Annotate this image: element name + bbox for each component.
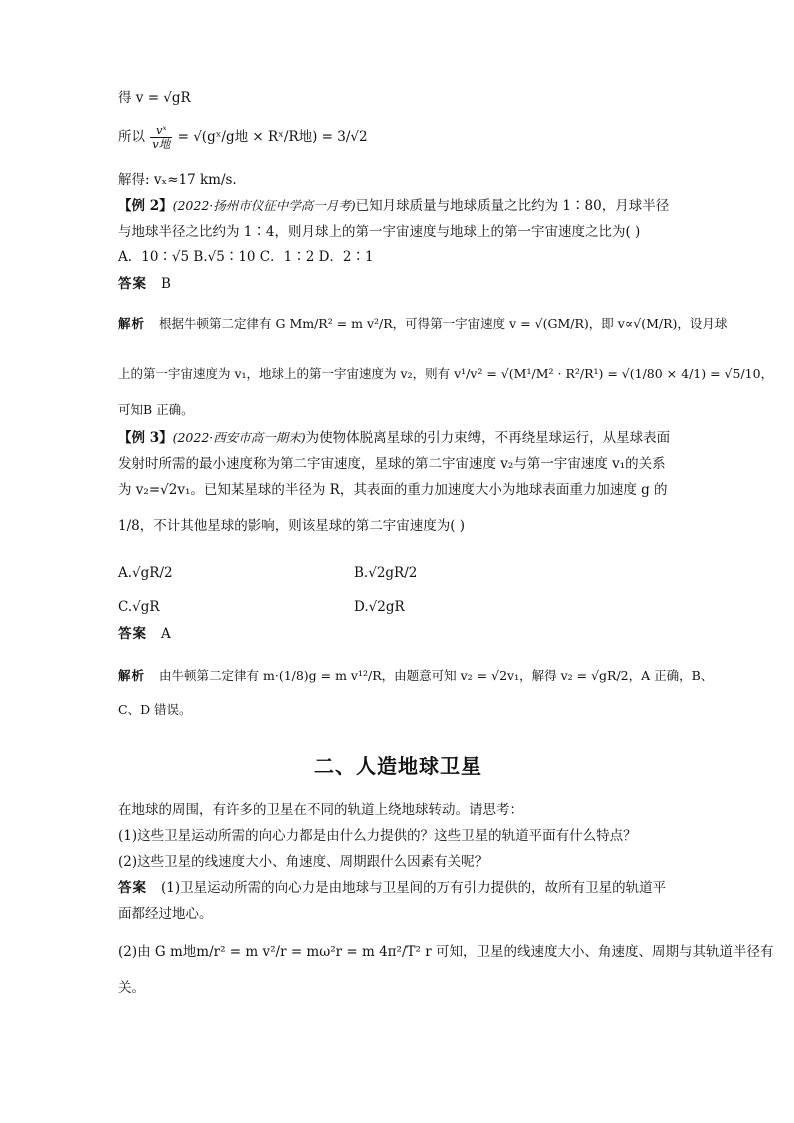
example3-analysis-line-2: C、D 错误。 bbox=[118, 702, 192, 717]
section-answer-2-cont: 关。 bbox=[118, 980, 145, 996]
example2-analysis-line-2: 上的第一宇宙速度为 v₁，地球上的第一宇宙速度为 v₂，则有 v¹/v² = √(M¹/M² · R²/R¹) = √(1/80 × 4/1) = √5/10， bbox=[118, 366, 774, 381]
prelude-line-1: 得 v = √gR bbox=[118, 90, 191, 106]
example3-stem-line-2: 发射时所需的最小速度称为第二宇宙速度，星球的第二宇宙速度 v₂与第一宇宙速度 v₁的关系 bbox=[118, 456, 666, 472]
example3-option-d: D.√2gR bbox=[354, 599, 405, 615]
example3-stem-line-3: 为 v₂=√2v₁。已知某星球的半径为 R，其表面的重力加速度大小为地球表面重力加速度 g 的 bbox=[118, 482, 668, 498]
example2-analysis-line-1: 解析 根据牛顿第二定律有 G Mm/R² = m v²/R，可得第一宇宙速度 v = √(GM/R)，即 v∝√(M/R)，设月球 bbox=[118, 316, 728, 331]
example3-option-c: C.√gR bbox=[118, 599, 160, 615]
example3-option-b: B.√2gR/2 bbox=[354, 565, 418, 581]
section-question-1: (1)这些卫星运动所需的向心力都是由什么力提供的？这些卫星的轨道平面有什么特点？ bbox=[118, 828, 637, 844]
example2-stem-line-1: 【例 2】(2022·扬州市仪征中学高一月考)已知月球质量与地球质量之比约为 1∶80，月球半径 bbox=[118, 198, 670, 214]
prelude-line-3: 解得: vₓ≈17 km/s. bbox=[118, 172, 237, 188]
example2-stem-line-2: 与地球半径之比约为 1∶4，则月球上的第一宇宙速度与地球上的第一宇宙速度之比为( ) bbox=[118, 224, 641, 240]
example2-answer: 答案 B bbox=[118, 276, 171, 292]
section-answer-1: 答案 (1)卫星运动所需的向心力是由地球与卫星间的万有引力提供的，故所有卫星的轨道平 bbox=[118, 880, 667, 896]
section-intro: 在地球的周围，有许多的卫星在不同的轨道上绕地球转动。请思考： bbox=[118, 802, 523, 818]
example2-analysis-line-3: 可知B 正确。 bbox=[118, 402, 194, 417]
section-answer-1-cont: 面都经过地心。 bbox=[118, 906, 213, 922]
example3-option-a: A.√gR/2 bbox=[118, 565, 173, 581]
velocity-ratio-fraction: $\frac{\text{vˣ}}{\text{v地}}$ bbox=[152, 123, 171, 151]
section-heading: 二、人造地球卫星 bbox=[314, 754, 482, 778]
example3-stem-line-4: 1/8，不计其他星球的影响，则该星球的第二宇宙速度为( ) bbox=[118, 518, 466, 534]
section-answer-2: (2)由 G m地m/r² = m v²/r = mω²r = m 4π²/T² r 可知，卫星的线速度大小、角速度、周期与其轨道半径有 bbox=[118, 944, 774, 960]
example3-analysis-line-1: 解析 由牛顿第二定律有 m·(1/8)g = m v¹²/R，由题意可知 v₂ = √2v₁，解得 v₂ = √gR/2，A 正确，B、 bbox=[118, 668, 714, 683]
example3-answer: 答案 A bbox=[118, 626, 171, 642]
section-question-2: (2)这些卫星的线速度大小、角速度、周期跟什么因素有关呢？ bbox=[118, 854, 489, 870]
example2-options: A．10∶√5 B.√5∶10 C．1∶2 D．2∶1 bbox=[118, 249, 374, 265]
prelude-line-2: 所以 $\frac{\text{vˣ}}{\text{v地}}$ = √(gˣ/g地 × Rˣ/R地) = 3/√2 bbox=[118, 123, 368, 151]
example3-stem-line-1: 【例 3】(2022·西安市高一期末)为使物体脱离星球的引力束缚，不再绕星球运行，从星球表面 bbox=[118, 430, 671, 446]
